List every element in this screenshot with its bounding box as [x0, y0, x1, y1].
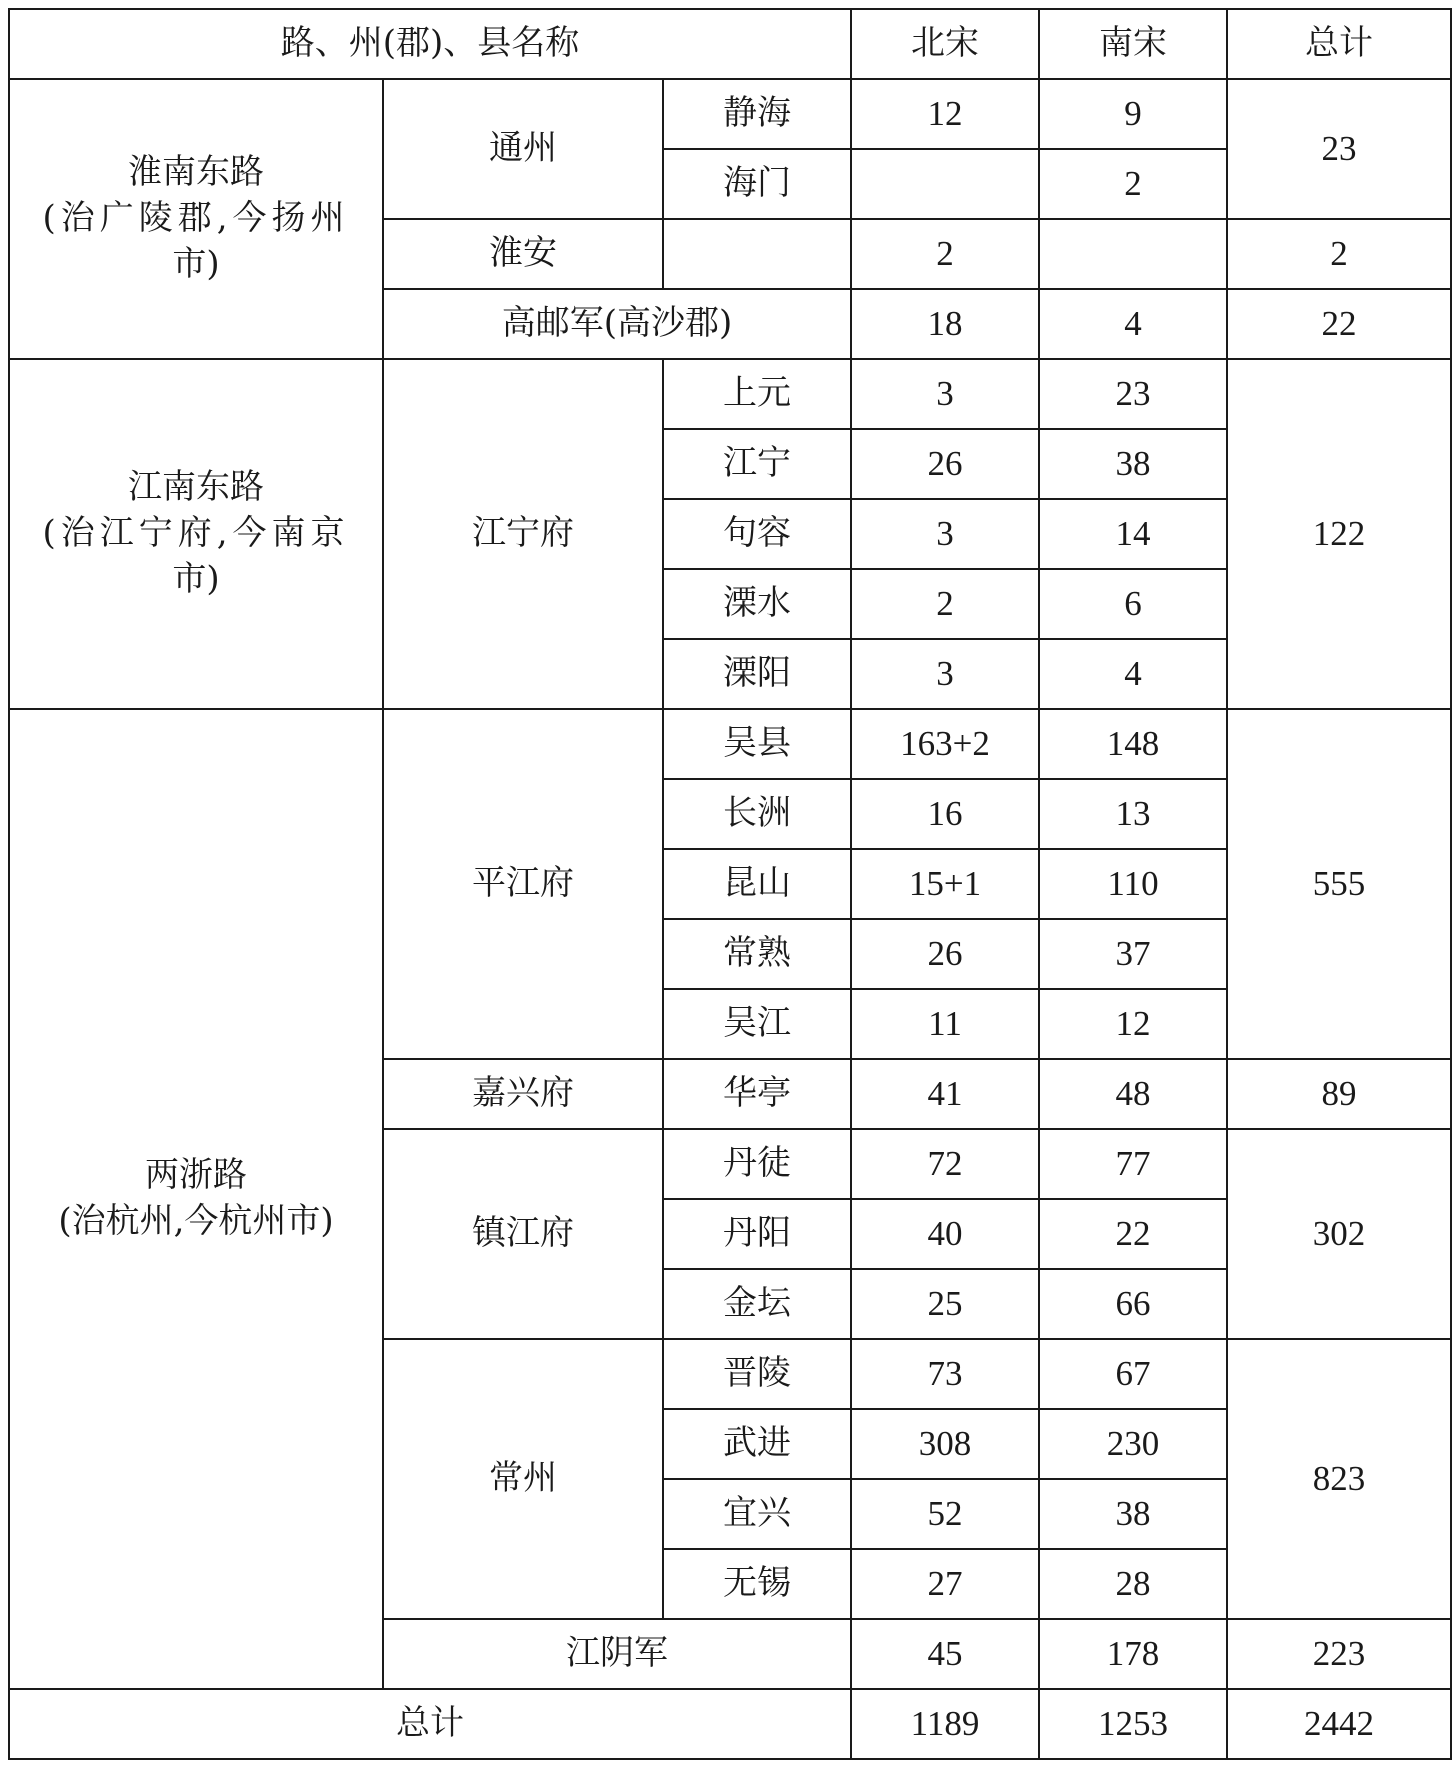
south-cell: 178: [1039, 1619, 1227, 1689]
zhou-cell: 平江府: [383, 709, 663, 1059]
xian-cell: 江宁: [663, 429, 851, 499]
total-cell: 122: [1227, 359, 1451, 709]
lu-note: (治广陵郡,今扬州: [42, 198, 350, 239]
north-cell: 12: [851, 79, 1039, 149]
south-cell: [1039, 219, 1227, 289]
xian-cell: 无锡: [663, 1549, 851, 1619]
north-cell: 3: [851, 499, 1039, 569]
xian-cell: 武进: [663, 1409, 851, 1479]
north-cell: 40: [851, 1199, 1039, 1269]
north-cell: 41: [851, 1059, 1039, 1129]
north-cell: [851, 149, 1039, 219]
zhou-cell: 淮安: [383, 219, 663, 289]
north-cell: 72: [851, 1129, 1039, 1199]
xian-cell: 晋陵: [663, 1339, 851, 1409]
south-cell: 22: [1039, 1199, 1227, 1269]
total-cell: 2: [1227, 219, 1451, 289]
xian-cell: 丹徒: [663, 1129, 851, 1199]
south-cell: 13: [1039, 779, 1227, 849]
north-cell: 3: [851, 359, 1039, 429]
grand-total-all: 2442: [1227, 1689, 1451, 1759]
south-cell: 23: [1039, 359, 1227, 429]
south-cell: 28: [1039, 1549, 1227, 1619]
north-cell: 73: [851, 1339, 1039, 1409]
lu-name: 江南东路: [128, 467, 264, 508]
south-cell: 148: [1039, 709, 1227, 779]
xian-cell: 上元: [663, 359, 851, 429]
xian-cell: 长洲: [663, 779, 851, 849]
table-wrapper: [8, 8, 1452, 1760]
lu-cell-huainan-east: [9, 79, 383, 359]
header-row: [9, 9, 1451, 79]
north-cell: 2: [851, 219, 1039, 289]
south-cell: 14: [1039, 499, 1227, 569]
north-cell: 16: [851, 779, 1039, 849]
south-cell: 48: [1039, 1059, 1227, 1129]
south-cell: 77: [1039, 1129, 1227, 1199]
xian-cell: 句容: [663, 499, 851, 569]
lu-cell-jiangnan-east: [9, 359, 383, 709]
grand-total-label: 总计: [9, 1689, 851, 1759]
south-cell: 4: [1039, 639, 1227, 709]
header-north-song: 北宋: [851, 9, 1039, 79]
xian-cell: 静海: [663, 79, 851, 149]
table-row: [9, 79, 1451, 149]
north-cell: 11: [851, 989, 1039, 1059]
xian-cell: 宜兴: [663, 1479, 851, 1549]
zhou-cell: 常州: [383, 1339, 663, 1619]
south-cell: 2: [1039, 149, 1227, 219]
north-cell: 3: [851, 639, 1039, 709]
north-cell: 18: [851, 289, 1039, 359]
header-south-song: 南宋: [1039, 9, 1227, 79]
grand-total-south: 1253: [1039, 1689, 1227, 1759]
north-cell: 26: [851, 919, 1039, 989]
north-cell: 26: [851, 429, 1039, 499]
total-cell: 22: [1227, 289, 1451, 359]
lu-cell-liangzhe: [9, 709, 383, 1689]
north-cell: 52: [851, 1479, 1039, 1549]
north-cell: 15+1: [851, 849, 1039, 919]
grand-total-north: 1189: [851, 1689, 1039, 1759]
south-cell: 110: [1039, 849, 1227, 919]
lu-name: 两浙路: [145, 1155, 247, 1196]
north-cell: 163+2: [851, 709, 1039, 779]
lu-note-tail: 市): [172, 558, 220, 599]
north-cell: 25: [851, 1269, 1039, 1339]
xian-cell: 海门: [663, 149, 851, 219]
total-cell: 302: [1227, 1129, 1451, 1339]
xian-cell: 吴县: [663, 709, 851, 779]
lu-note: (治杭州,今杭州市): [58, 1201, 334, 1241]
xian-cell: 溧阳: [663, 639, 851, 709]
zhou-cell: 镇江府: [383, 1129, 663, 1339]
north-cell: 2: [851, 569, 1039, 639]
zhou-cell: 江阴军: [383, 1619, 851, 1689]
south-cell: 4: [1039, 289, 1227, 359]
xian-cell: 常熟: [663, 919, 851, 989]
xian-cell: 昆山: [663, 849, 851, 919]
zhou-cell: 高邮军(高沙郡): [383, 289, 851, 359]
zhou-cell: 通州: [383, 79, 663, 219]
header-total: 总计: [1227, 9, 1451, 79]
lu-note-tail: 市): [172, 243, 220, 284]
total-cell: 823: [1227, 1339, 1451, 1619]
lu-note: (治江宁府,今南京: [42, 513, 350, 554]
table-row: [9, 359, 1451, 429]
total-row: [9, 1689, 1451, 1759]
xian-cell: [663, 219, 851, 289]
total-cell: 555: [1227, 709, 1451, 1059]
xian-cell: 丹阳: [663, 1199, 851, 1269]
south-cell: 230: [1039, 1409, 1227, 1479]
zhou-cell: 江宁府: [383, 359, 663, 709]
south-cell: 66: [1039, 1269, 1227, 1339]
south-cell: 9: [1039, 79, 1227, 149]
total-cell: 223: [1227, 1619, 1451, 1689]
xian-cell: 吴江: [663, 989, 851, 1059]
zhou-cell: 嘉兴府: [383, 1059, 663, 1129]
header-name-cell: 路、州(郡)、县名称: [9, 9, 851, 79]
total-cell: 89: [1227, 1059, 1451, 1129]
total-cell: 23: [1227, 79, 1451, 219]
statistics-table: [8, 8, 1452, 1760]
south-cell: 37: [1039, 919, 1227, 989]
north-cell: 308: [851, 1409, 1039, 1479]
south-cell: 38: [1039, 1479, 1227, 1549]
south-cell: 38: [1039, 429, 1227, 499]
north-cell: 45: [851, 1619, 1039, 1689]
south-cell: 12: [1039, 989, 1227, 1059]
lu-name: 淮南东路: [128, 152, 264, 193]
xian-cell: 金坛: [663, 1269, 851, 1339]
xian-cell: 溧水: [663, 569, 851, 639]
south-cell: 6: [1039, 569, 1227, 639]
xian-cell: 华亭: [663, 1059, 851, 1129]
north-cell: 27: [851, 1549, 1039, 1619]
south-cell: 67: [1039, 1339, 1227, 1409]
table-row: [9, 709, 1451, 779]
